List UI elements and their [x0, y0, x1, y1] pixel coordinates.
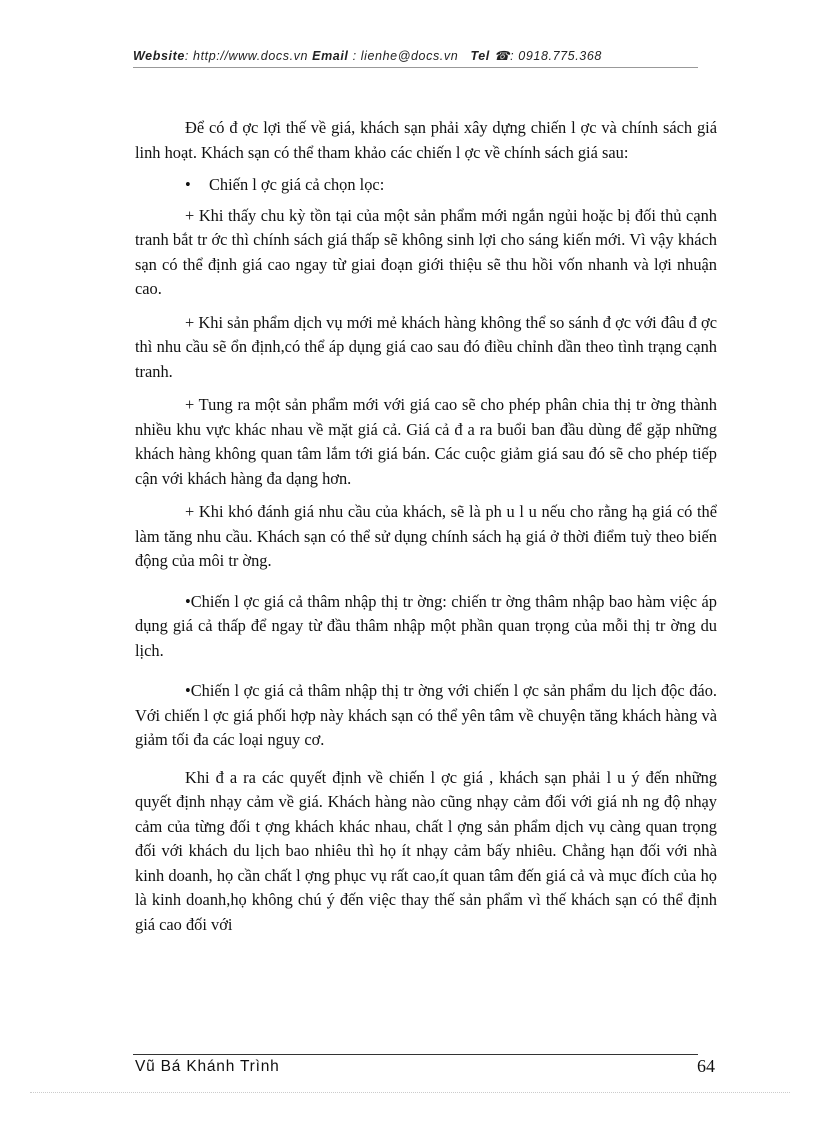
paragraph-demand-estimation: + Khi khó đánh giá nhu cầu của khách, sẽ là ph u l u nếu cho rằng hạ giá có thể làm tăng nhu cầu. Khách sạn có thể sử dụng chính sách hạ giá ở thời điểm tuỳ theo biến động của môi tr ờng. [135, 502, 717, 570]
paragraph-short-lifecycle: + Khi thấy chu kỳ tồn tại của một sản phẩm mới ngắn ngủi hoặc bị đối thủ cạnh tranh bắt tr ớc thì chính sách giá thấp sẽ không sinh lợi cho sáng kiến mới. Vì vậy khách sạn có thể định giá cao ngay từ giai đoạn giới thiệu sẽ thu hồi vốn nhanh và lợi nhuận cao. [135, 205, 717, 298]
page-header [133, 48, 698, 63]
email-label: Email [312, 49, 349, 63]
header-divider [133, 67, 698, 68]
website-label: Website [133, 49, 185, 63]
bullet-selective-pricing [135, 173, 717, 198]
author-name: Vũ Bá Khánh Trình [135, 1058, 280, 1075]
paragraph-penetration-pricing: •Chiến l ợc giá cả thâm nhập thị tr ờng: chiến tr ờng thâm nhập bao hàm việc áp dụng giá cả thấp để ngay từ đầu thâm nhập một phần quan trọng của mỗi thị tr ờng du lịch. [135, 591, 717, 660]
bullet-icon: • [185, 175, 191, 194]
bullet-selective-pricing-text: Chiến l ợc giá cả chọn lọc: [209, 175, 385, 194]
paragraph-penetration-unique-product: •Chiến l ợc giá cả thâm nhập thị tr ờng với chiến l ợc sản phẩm du lịch độc đáo. Với chiến l ợc giá phối hợp này khách sạn có thể yên tâm về chuyện tăng khách hàng và giảm tối đa các loại nguy cơ. [135, 681, 717, 749]
paragraph-market-segmentation: + Tung ra một sản phẩm mới với giá cao sẽ cho phép phân chia thị tr ờng thành nhiều khu vực khác nhau về mặt giá cả. Giá cả đ a ra buổi ban đầu dùng để gặp những khách hàng không quan tâm lắm tới giá bán. Các cuộc giảm giá sau đó sẽ cho phép tiếp cận với khách hàng đa dạng hơn. [135, 395, 717, 488]
phone-icon: ☎ [493, 49, 511, 63]
tel-value: : 0918.775.368 [510, 49, 602, 63]
tel-label: Tel [470, 49, 490, 63]
website-value: : http://www.docs.vn [184, 49, 309, 63]
footer-divider [133, 1054, 698, 1055]
page-bottom-border [30, 1092, 790, 1093]
document-body [135, 116, 717, 937]
page-number: 64 [697, 1056, 715, 1076]
paragraph-new-product: + Khi sản phẩm dịch vụ mới mẻ khách hàng không thể so sánh đ ợc với đâu đ ợc thì nhu cầu sẽ ổn định,có thể áp dụng giá cao sau đó điều chỉnh dần theo tình trạng cạnh tranh. [135, 312, 717, 381]
email-value: : lienhe@docs.vn [348, 49, 459, 63]
paragraph-price-sensitivity: Khi đ a ra các quyết định về chiến l ợc giá , khách sạn phải l u ý đến những quyết định nhạy cảm về giá. Khách hàng nào cũng nhạy cảm đối với giá nh ng độ nhạy cảm của từng đối t ợng khách khác nhau, chất l ợng sản phẩm dịch vụ càng quan trọng đối với khách du lịch bao nhiêu thì họ ít nhạy cảm bấy nhiêu. Chẳng hạn đối với nhà kinh doanh, họ cần chất l ợng phục vụ rất cao,ít quan tâm đến giá cả và mục đích của họ là kinh doanh,họ không chú ý đến việc thay thế sản phẩm vì thế khách sạn có thể định giá cao đối với [135, 767, 717, 934]
paragraph-intro: Để có đ ợc lợi thế về giá, khách sạn phải xây dựng chiến l ợc và chính sách giá linh hoạt. Khách sạn có thể tham khảo các chiến l ợc về chính sách giá sau: [135, 118, 717, 162]
